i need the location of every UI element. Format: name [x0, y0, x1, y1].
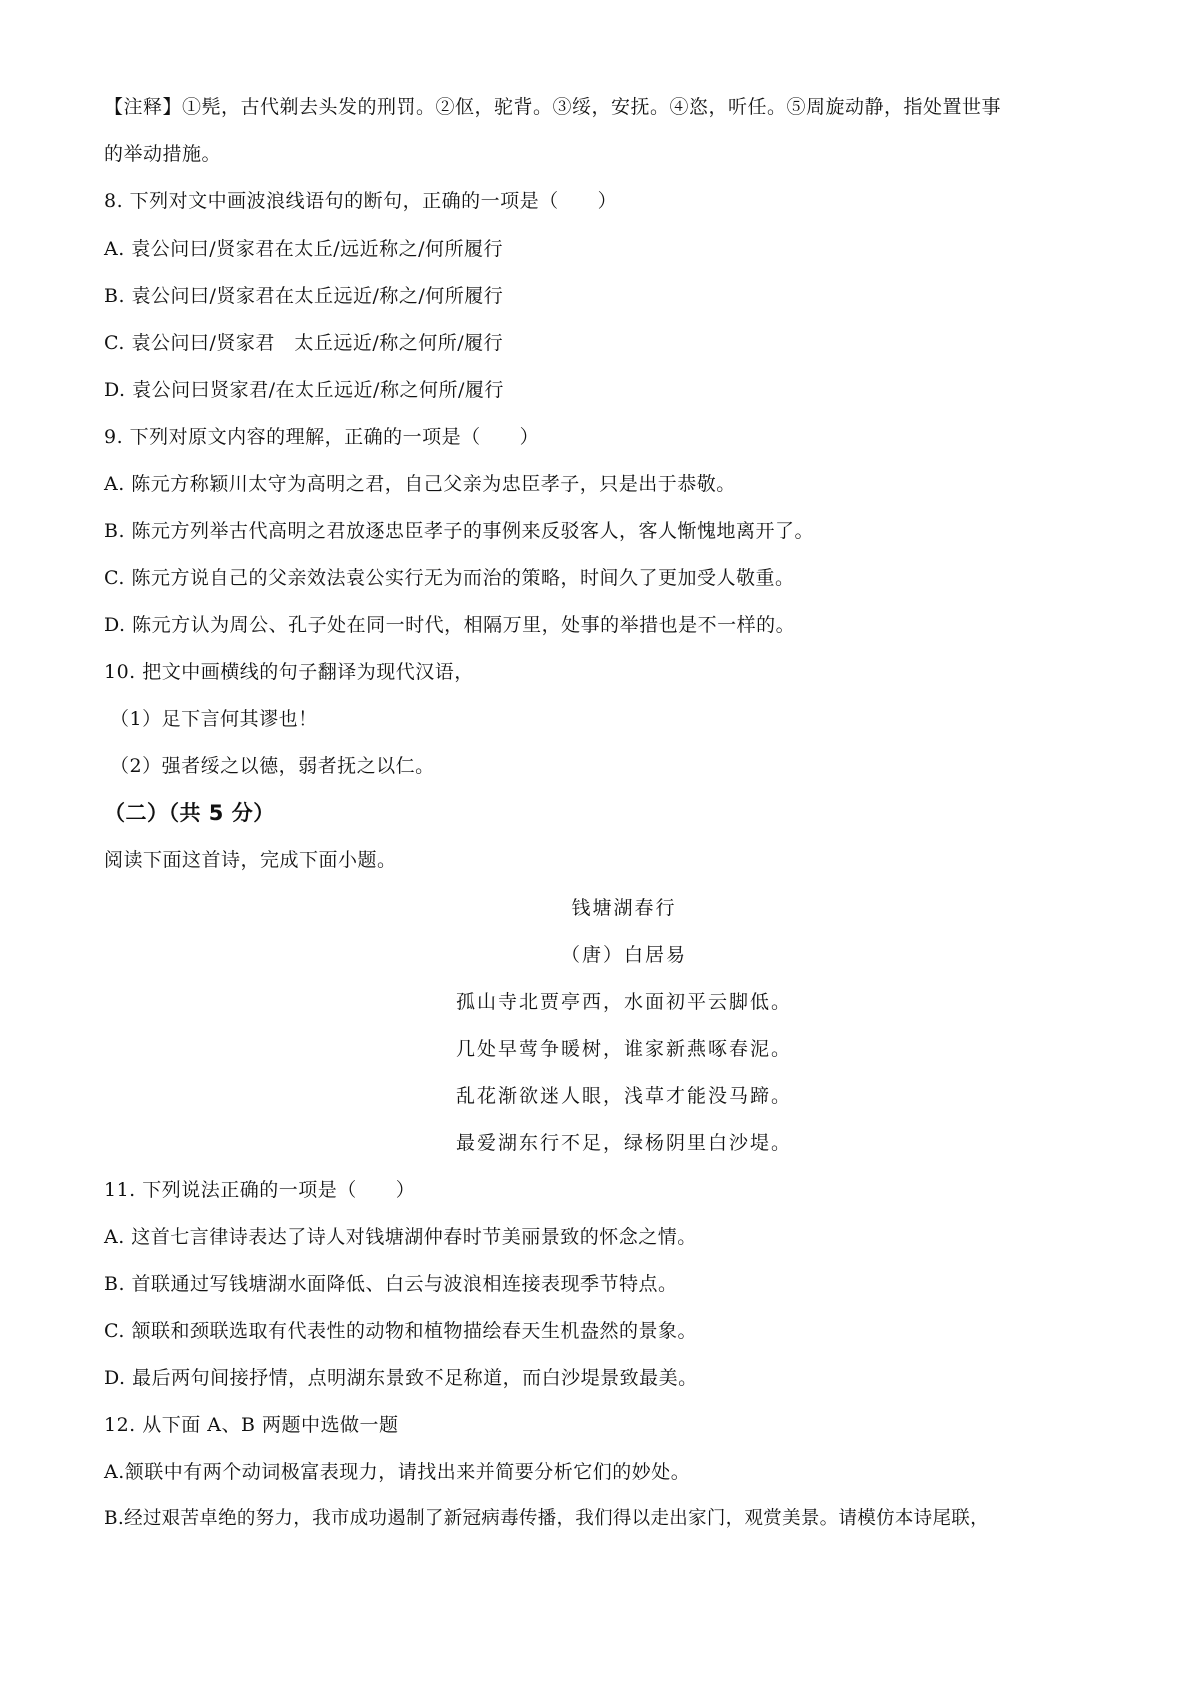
question-10-stem: 10. 把文中画横线的句子翻译为现代汉语，	[104, 661, 474, 683]
question-11-option-a: A. 这首七言律诗表达了诗人对钱塘湖仲春时节美丽景致的怀念之情。	[104, 1226, 697, 1248]
question-12-option-b: B.经过艰苦卓绝的努力，我市成功遏制了新冠病毒传播，我们得以走出家门，观赏美景。请模仿本诗尾联，	[104, 1508, 989, 1529]
question-8-option-a: A. 袁公问曰/贤家君在太丘/远近称之/何所履行	[104, 238, 504, 260]
poem-line-1	[0, 989, 1200, 1015]
section-2-title: （二）（共 5 分）	[104, 801, 275, 825]
question-9-option-a: A. 陈元方称颖川太守为高明之君，自己父亲为忠臣孝子，只是出于恭敬。	[104, 473, 736, 495]
question-8-stem: 8. 下列对文中画波浪线语句的断句，正确的一项是（ ）	[104, 190, 618, 212]
section-2-instruction: 阅读下面这首诗，完成下面小题。	[104, 849, 397, 871]
poem-title-text: 钱塘湖春行	[571, 897, 677, 919]
poem-author	[0, 942, 1200, 968]
question-8-option-b: B. 袁公问曰/贤家君在太丘远近/称之/何所履行	[104, 285, 504, 307]
poem-line-2-text: 几处早莺争暖树，谁家新燕啄春泥。	[455, 1038, 792, 1060]
poem-line-3	[0, 1083, 1200, 1109]
poem-line-4	[0, 1130, 1200, 1156]
question-8-option-c: C. 袁公问曰/贤家君 太丘远近/称之何所/履行	[104, 332, 504, 354]
poem-author-text: （唐）白居易	[560, 944, 687, 966]
question-10-item-1: （1）足下言何其谬也！	[110, 708, 318, 730]
poem-title	[0, 895, 1200, 921]
question-9-option-b: B. 陈元方列举古代高明之君放逐忠臣孝子的事例来反驳客人，客人惭愧地离开了。	[104, 520, 815, 542]
question-8-option-d: D. 袁公问曰贤家君/在太丘远近/称之何所/履行	[104, 379, 504, 401]
question-12-option-a: A.颔联中有两个动词极富表现力，请找出来并简要分析它们的妙处。	[104, 1461, 691, 1483]
question-9-option-d: D. 陈元方认为周公、孔子处在同一时代，相隔万里，处事的举措也是不一样的。	[104, 614, 796, 636]
question-10-item-2: （2）强者绥之以德，弱者抚之以仁。	[110, 755, 435, 777]
poem-line-3-text: 乱花渐欲迷人眼，浅草才能没马蹄。	[455, 1085, 792, 1107]
question-11-option-c: C. 颔联和颈联选取有代表性的动物和植物描绘春天生机盎然的景象。	[104, 1320, 697, 1342]
question-11-stem: 11. 下列说法正确的一项是（ ）	[104, 1179, 416, 1201]
question-9-option-c: C. 陈元方说自己的父亲效法袁公实行无为而治的策略，时间久了更加受人敬重。	[104, 567, 795, 589]
annotation-line-2: 的举动措施。	[104, 143, 222, 165]
question-11-option-b: B. 首联通过写钱塘湖水面降低、白云与波浪相连接表现季节特点。	[104, 1273, 678, 1295]
question-9-stem: 9. 下列对原文内容的理解，正确的一项是（ ）	[104, 426, 540, 448]
poem-line-1-text: 孤山寺北贾亭西，水面初平云脚低。	[455, 991, 792, 1013]
poem-line-4-text: 最爱湖东行不足，绿杨阴里白沙堤。	[455, 1132, 792, 1154]
annotation-line-1: 【注释】①髡，古代剃去头发的刑罚。②伛，驼背。③绥，安抚。④恣，听任。⑤周旋动静，指处置世事	[104, 96, 1002, 118]
question-11-option-d: D. 最后两句间接抒情，点明湖东景致不足称道，而白沙堤景致最美。	[104, 1367, 698, 1389]
question-12-stem: 12. 从下面 A、B 两题中选做一题	[104, 1414, 399, 1436]
poem-line-2	[0, 1036, 1200, 1062]
